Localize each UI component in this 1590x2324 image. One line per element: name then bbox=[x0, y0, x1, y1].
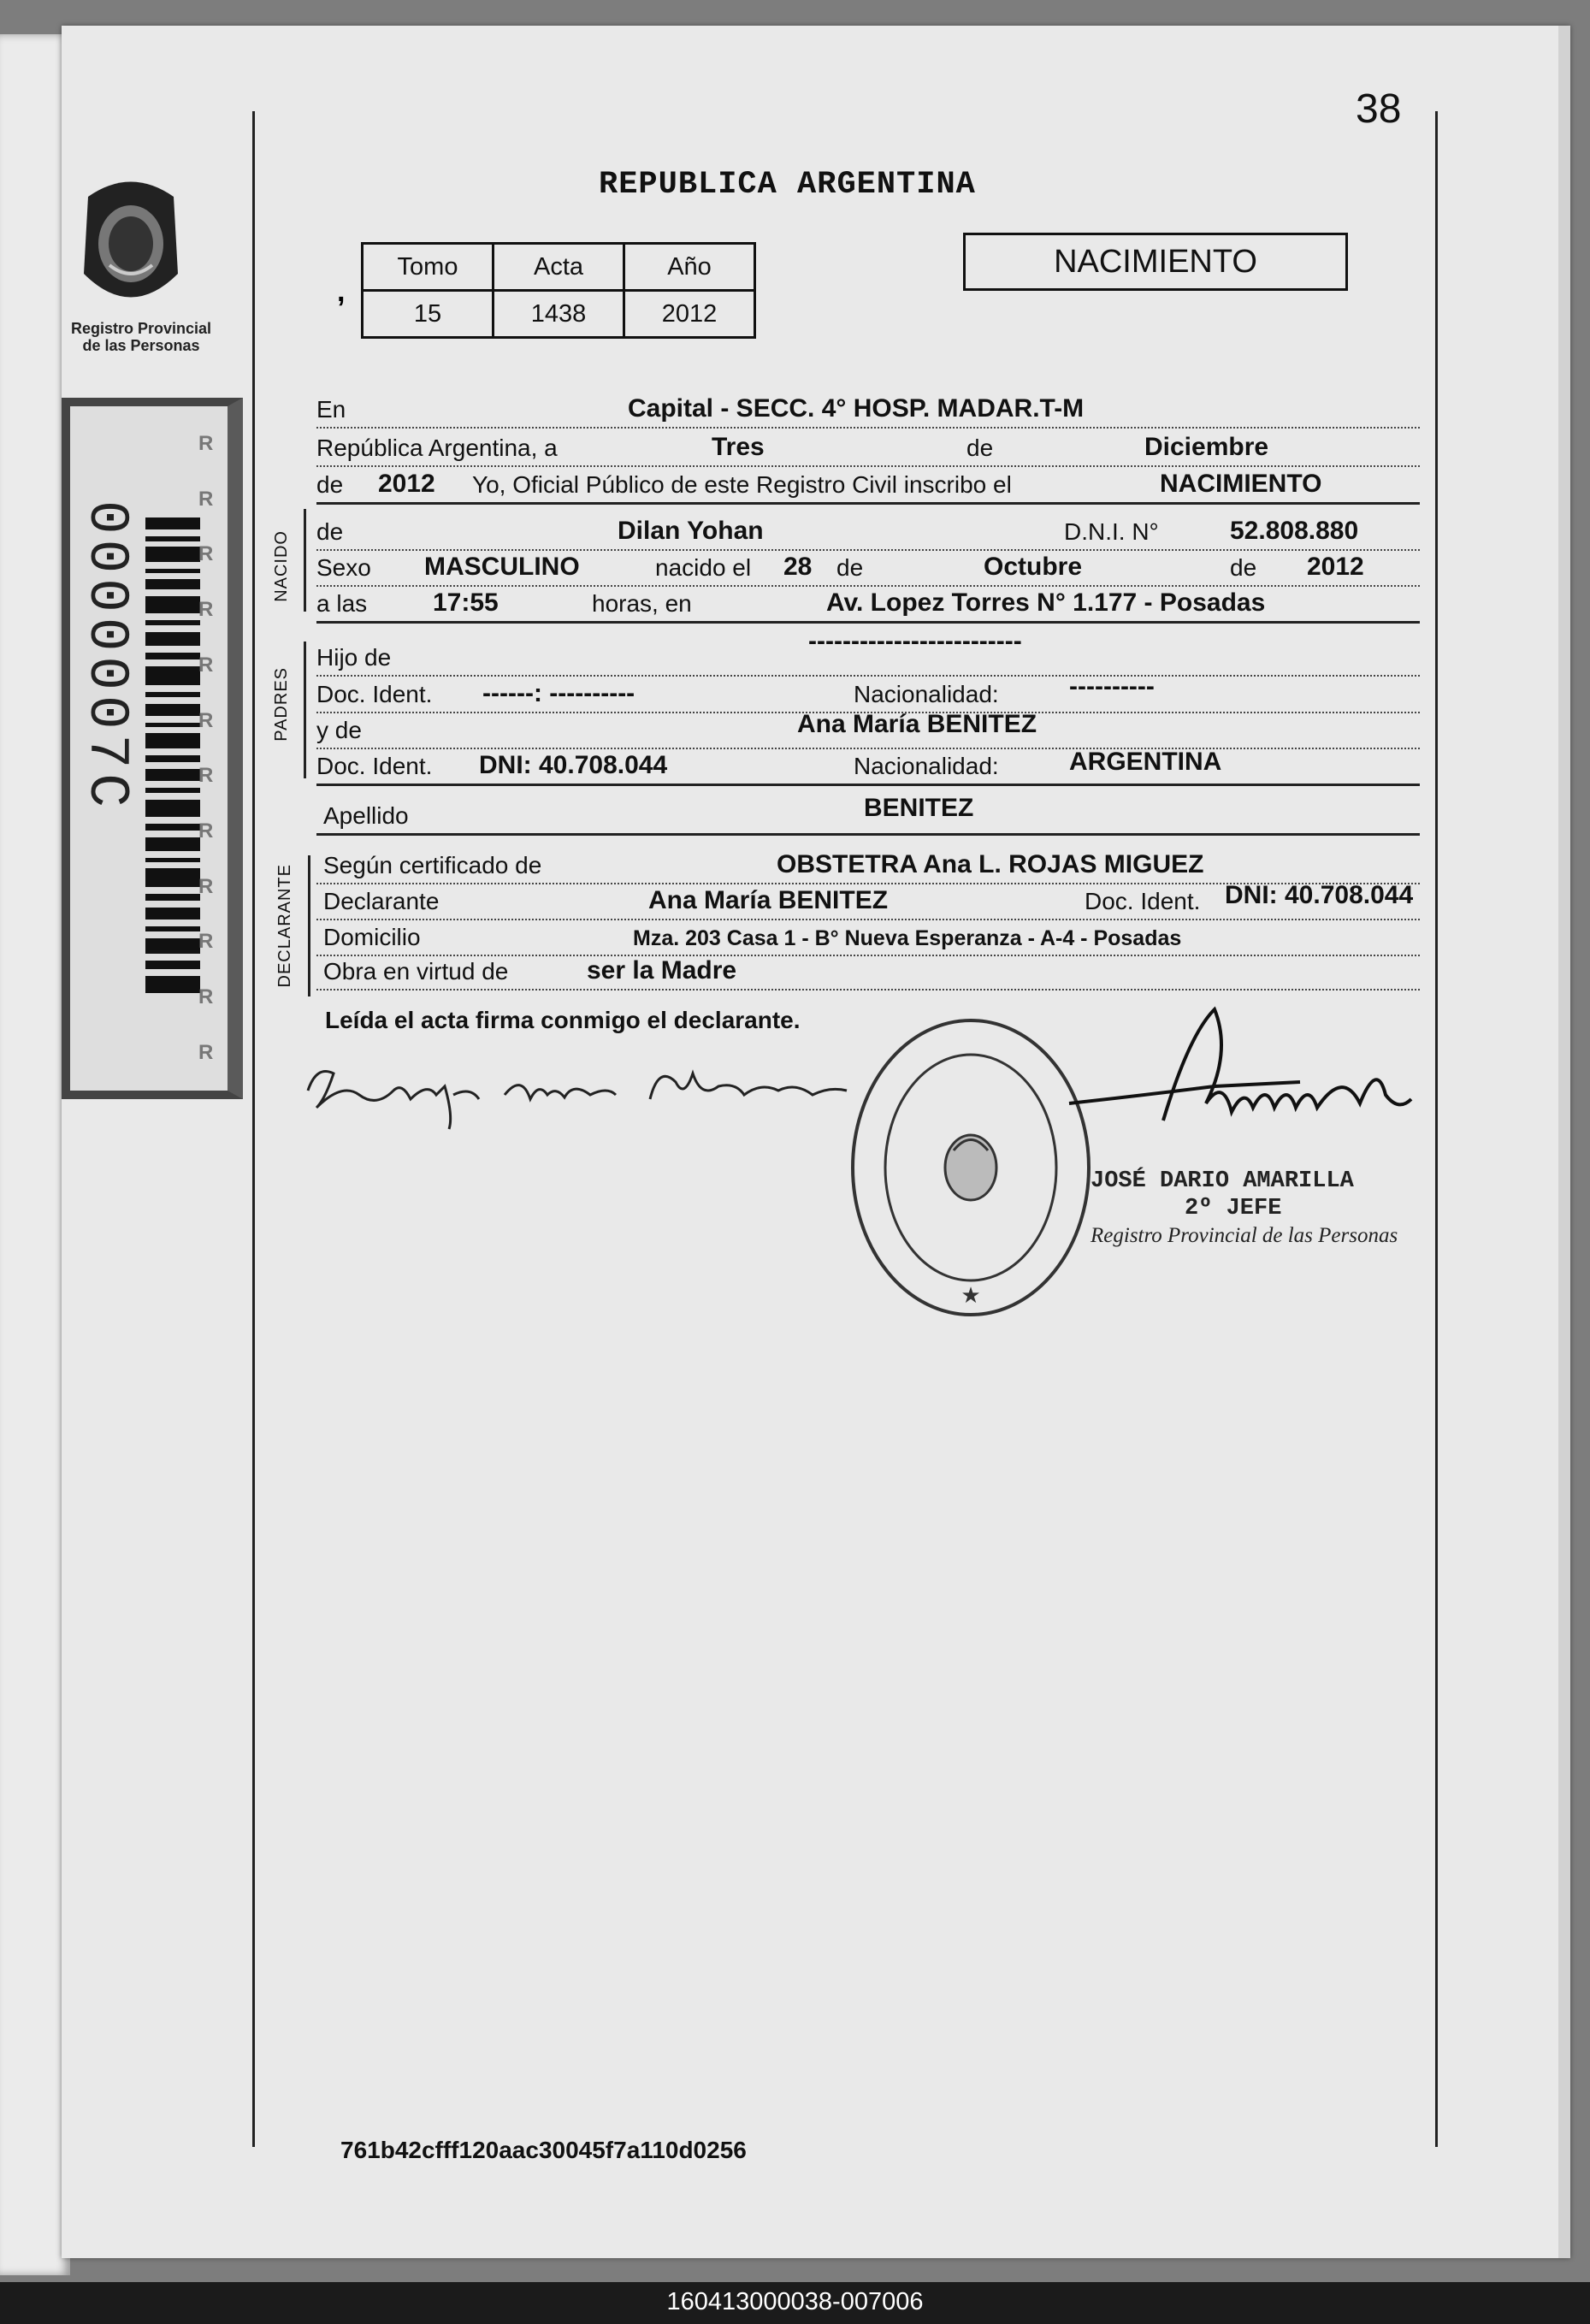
stub-serial: 0000007C bbox=[74, 500, 139, 813]
de-mes-label: de bbox=[836, 554, 864, 581]
apellido-label: Apellido bbox=[323, 802, 409, 829]
certificado-value: OBSTETRA Ana L. ROJAS MIGUEZ bbox=[777, 850, 1204, 878]
document-hash: 761b42cfff120aac30045f7a110d0256 bbox=[340, 2137, 747, 2163]
sexo-label: Sexo bbox=[316, 554, 371, 581]
madre-nac-value: ARGENTINA bbox=[1069, 748, 1222, 776]
page-number: 38 bbox=[1356, 86, 1402, 132]
anio-header: Año bbox=[624, 244, 755, 291]
nacido-bracket bbox=[304, 509, 306, 612]
footer-id: 160413000038-007006 bbox=[0, 2282, 1590, 2324]
republica-label: República Argentina, a bbox=[316, 435, 558, 461]
row-hora bbox=[316, 583, 1420, 624]
nacido-label: NACIDO bbox=[272, 530, 291, 602]
en-value: Capital - SECC. 4° HOSP. MADAR.T-M bbox=[628, 394, 1085, 423]
row-declarante bbox=[316, 881, 1420, 920]
hora-value: 17:55 bbox=[433, 588, 499, 617]
tick-mark: , bbox=[337, 275, 346, 308]
tomo-value: 15 bbox=[363, 291, 494, 338]
horas-en-label: horas, en bbox=[592, 590, 692, 617]
watermark-r-column: R R R R R R R R R R R R bbox=[198, 432, 214, 1064]
certificado-label: Según certificado de bbox=[323, 852, 542, 878]
de-anio2-label: de bbox=[1230, 554, 1257, 581]
madre-value: Ana María BENITEZ bbox=[797, 710, 1037, 738]
declarant-signature-icon bbox=[299, 1048, 864, 1133]
madre-doc-label: Doc. Ident. bbox=[316, 753, 433, 779]
previous-page-edge bbox=[0, 34, 70, 2275]
country-title: REPUBLICA ARGENTINA bbox=[599, 167, 976, 203]
barcode-strip bbox=[62, 398, 243, 1099]
declarante-doc-value: DNI: 40.708.044 bbox=[1225, 881, 1414, 909]
registry-stamp-icon bbox=[847, 1014, 1095, 1322]
declarante-doc-label: Doc. Ident. bbox=[1085, 888, 1201, 914]
domicilio-label: Domicilio bbox=[323, 924, 421, 950]
madre-nac-label: Nacionalidad: bbox=[854, 753, 999, 779]
closing-text: Leída el acta firma conmigo el declarante. bbox=[325, 1007, 801, 1033]
row-padre bbox=[316, 627, 1420, 677]
anio-value: 2012 bbox=[624, 291, 755, 338]
official-signature-icon bbox=[1061, 1001, 1420, 1163]
row-inscribo bbox=[316, 464, 1420, 505]
madre-doc-value: DNI: 40.708.044 bbox=[479, 751, 668, 779]
official-registry: Registro Provincial de las Personas bbox=[1091, 1224, 1398, 1247]
obra-value: ser la Madre bbox=[587, 956, 737, 985]
row-madre-doc bbox=[316, 746, 1420, 786]
row-obra bbox=[316, 951, 1420, 991]
a-las-label: a las bbox=[316, 590, 368, 617]
registry-logo-text: Registro Provincial de las Personas bbox=[70, 320, 212, 354]
padre-doc-label: Doc. Ident. bbox=[316, 681, 433, 707]
padre-nac-label: Nacionalidad: bbox=[854, 681, 999, 707]
barcode-icon bbox=[145, 517, 200, 996]
padres-label: PADRES bbox=[272, 667, 291, 742]
nac-dia-value: 28 bbox=[783, 553, 813, 581]
domicilio-value: Mza. 203 Casa 1 - B° Nueva Esperanza - A-4 - Posadas bbox=[633, 926, 1182, 950]
declarante-value: Ana María BENITEZ bbox=[648, 886, 889, 914]
mes-value: Diciembre bbox=[1144, 433, 1269, 461]
row-sexo bbox=[316, 547, 1420, 587]
nacido-el-label: nacido el bbox=[655, 554, 752, 581]
dni-value: 52.808.880 bbox=[1230, 517, 1359, 545]
acta-header: Acta bbox=[494, 244, 624, 291]
hijo-de-label: Hijo de bbox=[316, 644, 392, 671]
dia-value: Tres bbox=[712, 433, 765, 461]
tomo-header: Tomo bbox=[363, 244, 494, 291]
official-stamp-text bbox=[1091, 1168, 1398, 1250]
declarante-section-label: DECLARANTE bbox=[275, 864, 294, 988]
de-anio-label: de bbox=[316, 471, 344, 498]
record-table bbox=[361, 242, 756, 339]
row-apellido bbox=[316, 795, 1420, 836]
obra-label: Obra en virtud de bbox=[323, 958, 509, 985]
row-madre bbox=[316, 710, 1420, 749]
provincia-misiones-seal-icon bbox=[75, 171, 186, 316]
declarante-label: Declarante bbox=[323, 888, 440, 914]
record-type-box: NACIMIENTO bbox=[963, 233, 1348, 291]
acta-value: 1438 bbox=[494, 291, 624, 338]
padres-bracket bbox=[304, 642, 306, 778]
row-fecha bbox=[316, 428, 1420, 467]
inscribo-text: Yo, Oficial Público de este Registro Civil inscribo el bbox=[472, 471, 1012, 498]
anio-value: 2012 bbox=[378, 470, 435, 498]
svg-text:★: ★ bbox=[961, 1282, 981, 1308]
lugar-value: Av. Lopez Torres N° 1.177 - Posadas bbox=[826, 588, 1266, 617]
de-label: de bbox=[966, 435, 994, 461]
en-label: En bbox=[316, 396, 346, 423]
official-role: 2º JEFE bbox=[1185, 1196, 1282, 1221]
de-nombre-label: de bbox=[316, 518, 344, 545]
row-certificado bbox=[316, 845, 1420, 884]
row-en bbox=[316, 389, 1420, 429]
nac-anio-value: 2012 bbox=[1307, 553, 1364, 581]
dni-label: D.N.I. N° bbox=[1064, 518, 1159, 545]
row-padre-doc bbox=[316, 674, 1420, 713]
inscribo-value: NACIMIENTO bbox=[1160, 470, 1322, 498]
padre-value: ------------------------- bbox=[808, 627, 1022, 655]
padre-nac-value: ---------- bbox=[1069, 672, 1155, 701]
nombre-value: Dilan Yohan bbox=[618, 517, 764, 545]
padre-doc-value: ------: ---------- bbox=[482, 679, 635, 707]
nac-mes-value: Octubre bbox=[984, 553, 1083, 581]
row-nombre bbox=[316, 512, 1420, 551]
official-name: JOSÉ DARIO AMARILLA bbox=[1091, 1168, 1354, 1194]
declarante-bracket bbox=[308, 855, 310, 996]
sexo-value: MASCULINO bbox=[424, 553, 580, 581]
y-de-label: y de bbox=[316, 717, 362, 743]
apellido-value: BENITEZ bbox=[864, 794, 974, 822]
